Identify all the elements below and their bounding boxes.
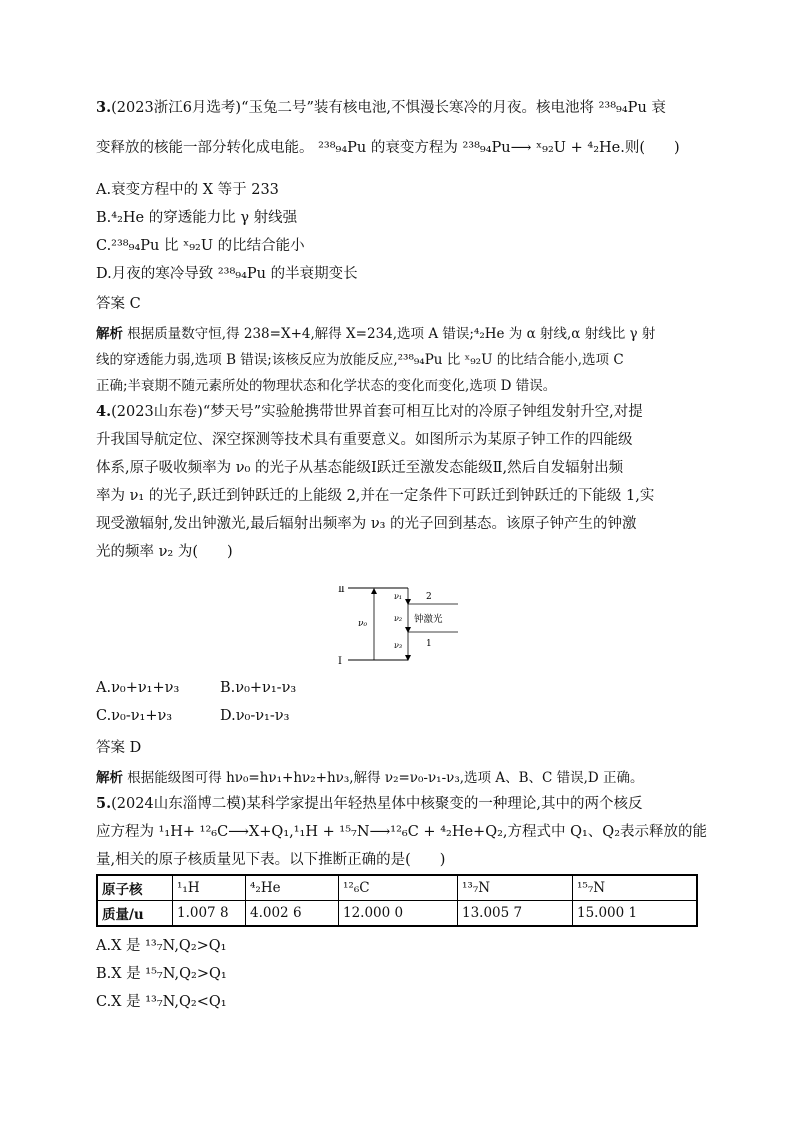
q3-analysis-line2: 线的穿透能力弱,选项 B 错误;该核反应为放能反应,²³⁸₉₄Pu 比 ˣ₉₂U 的比结合能小,选项 C [96, 352, 624, 368]
q4-stem-line3: 体系,原子吸收频率为 ν₀ 的光子从基态能级Ⅰ跃迁至激发态能级Ⅱ,然后自发辐射出频 [96, 460, 624, 476]
q5-stem-line3: 量,相关的原子核质量见下表。以下推断正确的是( ) [96, 852, 446, 868]
q5-stem-line2: 应方程为 ¹₁H+ ¹²₆C⟶X+Q₁,¹₁H + ¹⁵₇N⟶¹²₆C + ⁴₂He+Q₂,方程式中 Q₁、Q₂表示释放的能 [96, 824, 708, 840]
q4-stem-line2: 升我国导航定位、深空探测等技术具有重要意义。如图所示为某原子钟工作的四能级 [96, 432, 633, 448]
q3-option-d: D.月夜的寒冷导致 ²³⁸₉₄Pu 的半衰期变长 [96, 266, 358, 282]
q3-option-a: A.衰变方程中的 X 等于 233 [96, 182, 279, 198]
label-v2: ν₂ [394, 614, 403, 623]
label-clock-laser: 钟激光 [414, 614, 443, 625]
label-level-1: 1 [426, 639, 432, 649]
table-cell: ¹²₆C [339, 875, 458, 901]
table-cell: ¹⁵₇N [573, 875, 698, 901]
q4-stem-line1: 4.(2023山东卷)“梦天号”实验舱携带世界首套可相互比对的冷原子钟组发射升空,对提 [96, 403, 643, 420]
nuclear-mass-table [96, 874, 698, 927]
energy-level-diagram [338, 586, 458, 666]
label-level-2: 2 [426, 592, 432, 602]
q4-option-a: A.ν₀+ν₁+ν₃ [96, 680, 180, 696]
q5-number: 5. [96, 795, 112, 812]
table-cell: 12.000 0 [339, 901, 458, 927]
q4-option-b: B.ν₀+ν₁-ν₃ [220, 680, 297, 696]
label-v0: ν₀ [358, 619, 368, 629]
q3-stem-line1: 3.(2023浙江6月选考)“玉兔二号”装有核电池,不惧漫长寒冷的月夜。核电池将 ²³⁸₉₄Pu 衰 [96, 99, 666, 116]
label-level-I: Ⅰ [338, 656, 342, 666]
q4-stem-line5: 现受激辐射,发出钟激光,最后辐射出频率为 ν₃ 的光子回到基态。该原子钟产生的钟激 [96, 516, 637, 532]
q3-number: 3. [96, 99, 112, 116]
q5-stem-line1: 5.(2024山东淄博二模)某科学家提出年轻热星体中核聚变的一种理论,其中的两个核反 [96, 795, 643, 812]
q4-option-c: C.ν₀-ν₁+ν₃ [96, 708, 173, 724]
q3-analysis-line1: 解析 根据质量数守恒,得 238=X+4,解得 X=234,选项 A 错误;⁴₂He 为 α 射线,α 射线比 γ 射 [96, 326, 656, 342]
table-cell: 13.005 7 [458, 901, 573, 927]
table-cell: ¹³₇N [458, 875, 573, 901]
table-cell: ¹₁H [173, 875, 246, 901]
label-v1: ν₁ [394, 592, 403, 601]
v0-arrowhead [371, 588, 377, 594]
q3-option-c: C.²³⁸₉₄Pu 比 ˣ₉₂U 的比结合能小 [96, 238, 305, 254]
analysis-tag: 解析 [96, 326, 123, 342]
q5-option-c: C.X 是 ¹³₇N,Q₂<Q₁ [96, 994, 227, 1010]
q3-option-b: B.⁴₂He 的穿透能力比 γ 射线强 [96, 210, 298, 226]
q4-option-d: D.ν₀-ν₁-ν₃ [220, 708, 290, 724]
q5-option-b: B.X 是 ¹⁵₇N,Q₂>Q₁ [96, 966, 227, 982]
table-cell: 4.002 6 [246, 901, 339, 927]
analysis-tag: 解析 [96, 770, 123, 786]
table-header-row [97, 875, 697, 901]
q4-answer: 答案 D [96, 740, 142, 756]
q3-stem-line2: 变释放的核能一部分转化成电能。 ²³⁸₉₄Pu 的衰变方程为 ²³⁸₉₄Pu⟶ ˣ₉₂U + ⁴₂He.则( ) [96, 140, 680, 156]
q4-stem-line4: 率为 ν₁ 的光子,跃迁到钟跃迁的上能级 2,并在一定条件下可跃迁到钟跃迁的下能级 1,实 [96, 488, 655, 504]
table-row [97, 901, 697, 927]
table-cell: 原子核 [97, 875, 173, 901]
table-cell: 质量/u [97, 901, 173, 927]
q3-answer: 答案 C [96, 296, 141, 312]
q4-analysis: 解析 根据能级图可得 hν₀=hν₁+hν₂+hν₃,解得 ν₂=ν₀-ν₁-ν₃,选项 A、B、C 错误,D 正确。 [96, 770, 644, 786]
label-level-II: Ⅱ [338, 586, 345, 595]
table-cell: ⁴₂He [246, 875, 339, 901]
table-cell: 15.000 1 [573, 901, 698, 927]
q4-stem-line6: 光的频率 ν₂ 为( ) [96, 544, 233, 560]
table-cell: 1.007 8 [173, 901, 246, 927]
q5-option-a: A.X 是 ¹³₇N,Q₂>Q₁ [96, 938, 227, 954]
q3-analysis-line3: 正确;半衰期不随元素所处的物理状态和化学状态的变化而变化,选项 D 错误。 [96, 378, 557, 394]
q4-number: 4. [96, 403, 112, 420]
label-v3: ν₃ [394, 641, 403, 650]
